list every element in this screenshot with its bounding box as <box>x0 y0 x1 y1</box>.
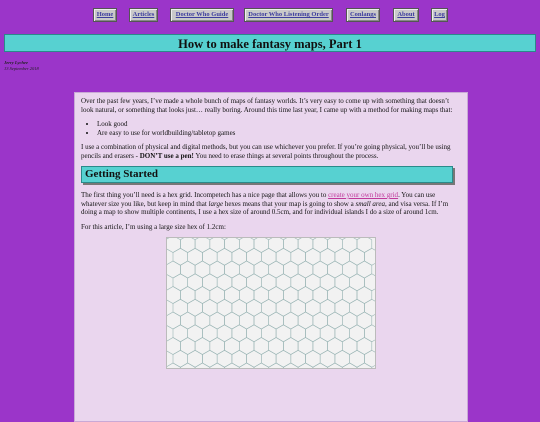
hex-cell <box>298 237 313 253</box>
hex-cell <box>180 237 195 253</box>
hex-cell <box>291 299 306 316</box>
hex-cell <box>195 312 210 329</box>
hex-cell <box>261 299 276 316</box>
hex-cell <box>283 237 298 253</box>
nav-about-button[interactable]: About <box>393 8 419 22</box>
hex-cell <box>210 261 225 278</box>
hex-cell <box>261 248 276 265</box>
author-name: Jerry Lychee <box>4 60 28 65</box>
goals-list <box>81 120 461 137</box>
hex-cell <box>320 299 335 316</box>
hex-cell <box>269 363 284 369</box>
hex-cell <box>350 248 365 265</box>
hex-cell <box>298 287 313 304</box>
hex-cell <box>364 350 376 367</box>
methods-text-end: You need to erase things at several points throughout the process. <box>193 151 379 160</box>
hex-cell <box>320 274 335 291</box>
hex-cell <box>342 237 357 253</box>
hex-cell <box>195 237 210 253</box>
hex-cell <box>239 261 254 278</box>
hex-cell <box>261 325 276 342</box>
hex-cell <box>247 274 262 291</box>
hex-cell <box>232 350 247 367</box>
hex-cell <box>357 338 372 355</box>
hex-cell <box>320 248 335 265</box>
hex-small-area-emphasis: small area <box>355 199 385 208</box>
hex-cell <box>364 325 376 342</box>
top-navigation <box>0 8 540 22</box>
hex-cell <box>328 237 343 253</box>
hex-cell <box>342 287 357 304</box>
hex-cell <box>180 312 195 329</box>
hex-text: The first thing you’ll need is a hex grid. Incompetech has a nice page that allows you to <box>81 191 329 199</box>
hex-cell <box>350 350 365 367</box>
hex-cell <box>335 274 350 291</box>
hex-cell <box>276 350 291 367</box>
hex-cell <box>328 363 343 369</box>
hex-cell <box>320 325 335 342</box>
hex-cell <box>232 274 247 291</box>
hex-cell <box>232 299 247 316</box>
hex-cell <box>269 287 284 304</box>
hex-cell <box>202 325 217 342</box>
list-item: • Are easy to use for worldbuilding/tabletop games <box>97 129 461 138</box>
hex-cell <box>313 287 328 304</box>
hex-cell <box>217 299 232 316</box>
hex-grid-image <box>166 237 376 369</box>
hex-cell <box>195 338 210 355</box>
hex-cell <box>254 287 269 304</box>
hex-cell <box>364 299 376 316</box>
hex-cell <box>202 248 217 265</box>
methods-paragraph <box>81 143 461 160</box>
hex-cell <box>173 299 188 316</box>
article-note-paragraph: For this article, I’m using a large size hex of 1.2cm: <box>81 222 226 231</box>
hex-cell <box>306 299 321 316</box>
hex-cell <box>283 312 298 329</box>
hex-cell <box>328 287 343 304</box>
hex-cell <box>283 338 298 355</box>
hex-text-3: hexes means that your map is going to show a <box>223 199 356 208</box>
hex-cell <box>254 338 269 355</box>
hex-cell <box>210 287 225 304</box>
hex-cell <box>269 338 284 355</box>
hex-cell <box>261 274 276 291</box>
hex-cell <box>364 274 376 291</box>
post-meta <box>4 60 39 72</box>
hex-cell <box>166 312 180 329</box>
hex-cell <box>188 299 203 316</box>
hex-cell <box>313 363 328 369</box>
hex-cell <box>269 312 284 329</box>
hex-cell <box>320 350 335 367</box>
hex-cell <box>202 299 217 316</box>
hex-cell <box>166 237 180 253</box>
hex-cell <box>173 350 188 367</box>
hex-cell <box>188 274 203 291</box>
hex-cell <box>239 338 254 355</box>
hex-cell <box>225 312 240 329</box>
hex-cell <box>239 312 254 329</box>
hex-cell <box>180 261 195 278</box>
hex-cell <box>328 338 343 355</box>
hex-cell <box>276 325 291 342</box>
hex-cell <box>306 350 321 367</box>
hex-cell <box>166 287 180 304</box>
hex-cell <box>342 338 357 355</box>
hex-cell <box>180 363 195 369</box>
hex-cell <box>276 248 291 265</box>
hex-cell <box>210 312 225 329</box>
hex-cell <box>202 274 217 291</box>
hex-cell <box>210 237 225 253</box>
hex-cell <box>335 350 350 367</box>
hex-cell <box>195 261 210 278</box>
hex-cell <box>313 312 328 329</box>
hex-cell <box>247 299 262 316</box>
hex-cell <box>261 350 276 367</box>
hex-cell <box>291 350 306 367</box>
hex-cell <box>239 237 254 253</box>
hex-cell <box>173 248 188 265</box>
hex-cell <box>210 338 225 355</box>
hex-cell <box>225 338 240 355</box>
section-heading: Getting Started <box>81 166 453 183</box>
hex-cell <box>335 248 350 265</box>
hex-cell <box>225 363 240 369</box>
hex-cell <box>342 261 357 278</box>
hex-cell <box>217 350 232 367</box>
hex-cell <box>166 261 180 278</box>
hex-cell <box>166 338 180 355</box>
hex-cell <box>357 363 372 369</box>
hex-cell <box>247 248 262 265</box>
hex-cell <box>269 237 284 253</box>
hex-cell <box>180 287 195 304</box>
hex-cell <box>173 325 188 342</box>
hex-cell <box>291 274 306 291</box>
hex-cell <box>342 312 357 329</box>
hex-cell <box>195 287 210 304</box>
hex-cell <box>210 363 225 369</box>
hex-cell <box>298 312 313 329</box>
hex-cell <box>283 261 298 278</box>
hex-grid-link[interactable]: create your own hex grid <box>328 191 399 199</box>
nav-home-button[interactable]: Home <box>93 8 117 22</box>
hex-cell <box>188 325 203 342</box>
list-item: • Look good <box>97 120 461 129</box>
hex-cell <box>276 274 291 291</box>
hex-cell <box>217 248 232 265</box>
hex-cell <box>254 261 269 278</box>
hex-cell <box>306 325 321 342</box>
hex-cell <box>254 363 269 369</box>
nav-conlangs-button[interactable]: Conlangs <box>346 8 380 22</box>
hex-cell <box>357 312 372 329</box>
hex-cell <box>357 237 372 253</box>
hex-cell <box>357 287 372 304</box>
hex-cell <box>247 350 262 367</box>
methods-text: I use a combination of physical and digital methods, but you can use whichever you prefer. If you’re going physical, you’ll be using pencils and erasers - <box>81 143 451 160</box>
hex-cell <box>342 363 357 369</box>
hex-cell <box>269 261 284 278</box>
hex-cell <box>306 248 321 265</box>
hex-large-emphasis: large <box>208 199 224 208</box>
nav-articles-button[interactable]: Articles <box>129 8 158 22</box>
page-title: How to make fantasy maps, Part 1 <box>4 34 536 52</box>
hex-cell <box>350 274 365 291</box>
hex-cell <box>350 299 365 316</box>
hex-cell <box>225 261 240 278</box>
post-date: 13 September 2018 <box>4 66 39 71</box>
hex-cell <box>350 325 365 342</box>
hex-cell <box>283 363 298 369</box>
hex-cell <box>298 363 313 369</box>
hex-cell <box>202 350 217 367</box>
hex-cell <box>239 287 254 304</box>
hex-cell <box>173 274 188 291</box>
hex-cell <box>180 338 195 355</box>
hex-cell <box>188 248 203 265</box>
hex-text-2: . You can use whatever size you like, but keep in mind that <box>81 191 436 208</box>
hex-cell <box>328 312 343 329</box>
hex-cell <box>254 312 269 329</box>
hex-cell <box>247 325 262 342</box>
nav-doctor-who-listening-order-button[interactable]: Doctor Who Listening Order <box>244 8 333 22</box>
hex-cell <box>283 287 298 304</box>
hex-cell <box>291 248 306 265</box>
hex-cell <box>313 338 328 355</box>
hex-grid-paragraph <box>81 191 461 217</box>
hex-cell <box>166 363 180 369</box>
hex-cell <box>291 325 306 342</box>
nav-doctor-who-guide-button[interactable]: Doctor Who Guide <box>170 8 234 22</box>
hex-cell <box>313 237 328 253</box>
nav-log-button[interactable]: Log <box>431 8 448 22</box>
hex-cell <box>276 299 291 316</box>
hex-cell <box>188 350 203 367</box>
hex-cell <box>298 338 313 355</box>
hex-cell <box>328 261 343 278</box>
hex-cell <box>335 325 350 342</box>
hex-cell <box>195 363 210 369</box>
hex-cell <box>232 325 247 342</box>
hex-text-4: , and visa versa. If I’m doing a map to show multiple continents, I use a hex size of around 0.5cm, and for individual islands I do a size of around 1cm. <box>81 199 449 216</box>
article-body <box>74 92 468 422</box>
hex-cell <box>313 261 328 278</box>
hex-cell <box>239 363 254 369</box>
intro-paragraph: Over the past few years, I’ve made a whole bunch of maps of fantasy worlds. It’s very easy to come up with something that doesn’t look natural, or something that looks just… really boring. Around this time last year, I came up with a method for making maps that: <box>81 97 453 114</box>
hex-cell <box>254 237 269 253</box>
methods-warning: DON’T use a pen! <box>139 151 194 160</box>
hex-cell <box>298 261 313 278</box>
hex-cell <box>217 274 232 291</box>
hex-cell <box>225 287 240 304</box>
hex-cell <box>364 248 376 265</box>
hex-cell <box>335 299 350 316</box>
hex-cell <box>217 325 232 342</box>
hex-cell <box>306 274 321 291</box>
hex-cell <box>232 248 247 265</box>
hex-cell <box>225 237 240 253</box>
hex-cell <box>357 261 372 278</box>
